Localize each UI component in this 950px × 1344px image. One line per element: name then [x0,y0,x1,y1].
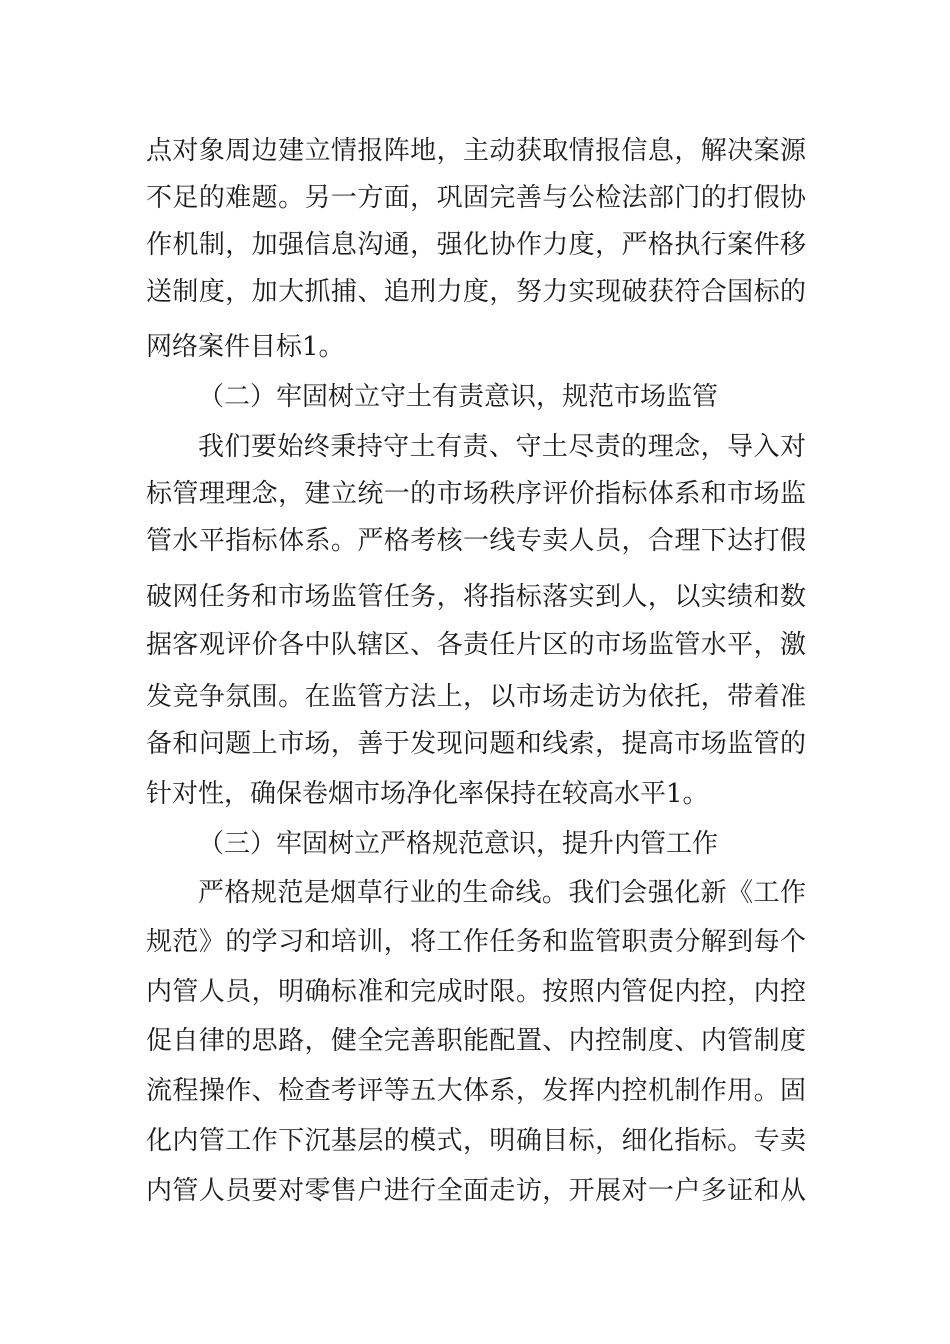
body-text-line: 送制度，加大抓捕、追刑力度，努力实现破获符合国标的 [146,277,806,307]
body-text-line: 据客观评价各中队辖区、各责任片区的市场监管水平，激 [146,630,806,660]
body-text-line: 促自律的思路，健全完善职能配置、内控制度、内管制度 [146,1026,806,1056]
section-heading-3: （三）牢固树立严格规范意识，提升内管工作 [198,829,719,859]
body-text-line: 破网任务和市场监管任务，将指标落实到人，以实绩和数 [146,582,806,612]
body-text-line: 点对象周边建立情报阵地，主动获取情报信息，解决案源 [146,136,806,166]
body-text-line: 管水平指标体系。严格考核一线专卖人员，合理下达打假 [146,526,806,556]
body-text-line: 网络案件目标1。 [146,332,345,362]
body-text-line: 发竞争氛围。在监管方法上，以市场走访为依托，带着准 [146,682,806,712]
body-text-line: 流程操作、检查考评等五大体系，发挥内控机制作用。固 [146,1076,806,1106]
body-text-line: 内管人员要对零售户进行全面走访，开展对一户多证和从 [146,1176,806,1206]
body-text-line: 化内管工作下沉基层的模式，明确目标，细化指标。专卖 [146,1126,806,1156]
body-text-line: 标管理理念，建立统一的市场秩序评价指标体系和市场监 [146,479,806,509]
body-text-line: 不足的难题。另一方面，巩固完善与公检法部门的打假协 [146,183,806,213]
body-text-line: 我们要始终秉持守土有责、守土尽责的理念，导入对 [198,432,806,462]
body-text-line: 规范》的学习和培训，将工作任务和监管职责分解到每个 [146,927,806,957]
body-text-line: 备和问题上市场，善于发现问题和线索，提高市场监管的 [146,729,806,759]
section-heading-2: （二）牢固树立守土有责意识，规范市场监管 [198,382,719,412]
body-text-line: 严格规范是烟草行业的生命线。我们会强化新《工作 [198,878,806,908]
body-text-line: 内管人员，明确标准和完成时限。按照内管促内控，内控 [146,977,806,1007]
body-text-line: 针对性，确保卷烟市场净化率保持在较高水平1。 [146,779,709,809]
body-text-line: 作机制，加强信息沟通，强化协作力度，严格执行案件移 [146,230,806,260]
